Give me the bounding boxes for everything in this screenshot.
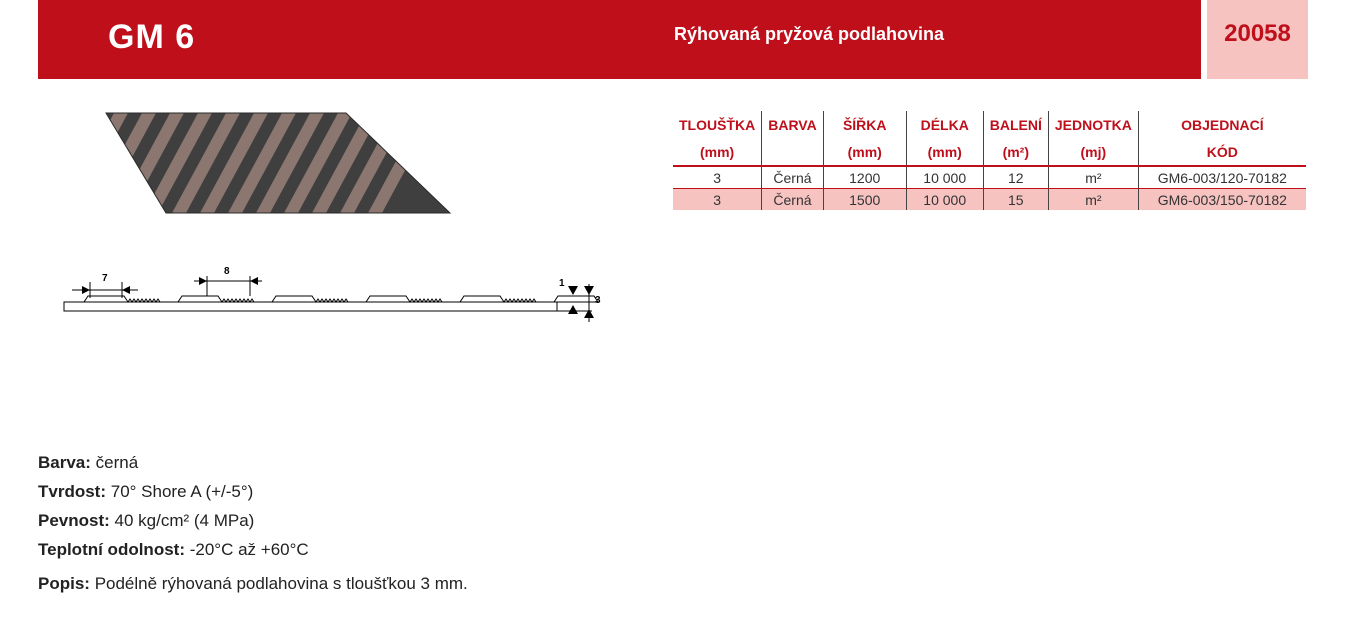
table-header-row (673, 111, 1306, 139)
cell-length: 10 000 (906, 166, 983, 189)
property-value: černá (95, 453, 139, 472)
property-label: Pevnost: (38, 511, 110, 530)
col-color-unit (762, 139, 824, 166)
col-package-header: BALENÍ (983, 111, 1048, 139)
cell-color: Černá (762, 189, 824, 211)
dimension-7-label: 7 (102, 273, 108, 284)
property-value: 40 kg/cm² (4 MPa) (114, 511, 255, 530)
col-width-header: ŠÍŘKA (823, 111, 906, 139)
col-thickness-header: TLOUŠŤKA (679, 117, 756, 133)
property-temperature (38, 535, 309, 564)
cell-unit: m² (1048, 166, 1138, 189)
cell-package: 12 (983, 166, 1048, 189)
product-title: GM 6 (108, 18, 196, 56)
properties-list (38, 448, 309, 564)
col-order-code-header: OBJEDNACÍ (1138, 111, 1306, 139)
col-unit-header: JEDNOTKA (1048, 111, 1138, 139)
product-photo (104, 109, 454, 219)
cell-unit: m² (1048, 189, 1138, 211)
property-label: Tvrdost: (38, 482, 106, 501)
property-value: -20°C až +60°C (189, 540, 309, 559)
property-label: Barva: (38, 453, 91, 472)
cell-thickness: 3 (673, 166, 762, 189)
col-thickness-unit: (mm) (673, 139, 762, 166)
cell-package: 15 (983, 189, 1048, 211)
col-package-unit: (m²) (983, 139, 1048, 166)
cell-thickness: 3 (673, 189, 762, 211)
cell-width: 1500 (823, 189, 906, 211)
dimension-1-label: 1 (559, 278, 565, 289)
cell-width: 1200 (823, 166, 906, 189)
col-length-unit: (mm) (906, 139, 983, 166)
dimension-8-label: 8 (224, 266, 230, 277)
product-code: 20058 (1224, 20, 1291, 47)
cell-length: 10 000 (906, 189, 983, 211)
header-bar (38, 0, 1201, 79)
property-value: 70° Shore A (+/-5°) (110, 482, 254, 501)
property-color (38, 448, 309, 477)
table-row (673, 166, 1306, 189)
property-hardness (38, 477, 309, 506)
cell-color: Černá (762, 166, 824, 189)
col-width-unit: (mm) (823, 139, 906, 166)
table-row (673, 189, 1306, 211)
property-strength (38, 506, 309, 535)
description-label: Popis: (38, 574, 90, 593)
product-subtitle: Rýhovaná pryžová podlahovina (674, 24, 945, 44)
product-code-box (1207, 0, 1308, 79)
spec-table (673, 111, 1306, 210)
col-color-header: BARVA (762, 111, 824, 139)
profile-drawing (62, 266, 607, 328)
col-unit-unit: (mj) (1048, 139, 1138, 166)
property-label: Teplotní odolnost: (38, 540, 185, 559)
dimension-3-label: 3 (595, 295, 601, 306)
cell-order-code: GM6-003/120-70182 (1138, 166, 1306, 189)
description-text: Podélně rýhovaná podlahovina s tloušťkou 3 mm. (94, 574, 468, 593)
col-order-code-unit: KÓD (1138, 139, 1306, 166)
cell-order-code: GM6-003/150-70182 (1138, 189, 1306, 211)
col-length-header: DÉLKA (906, 111, 983, 139)
table-header-units-row (673, 139, 1306, 166)
description (38, 574, 468, 594)
